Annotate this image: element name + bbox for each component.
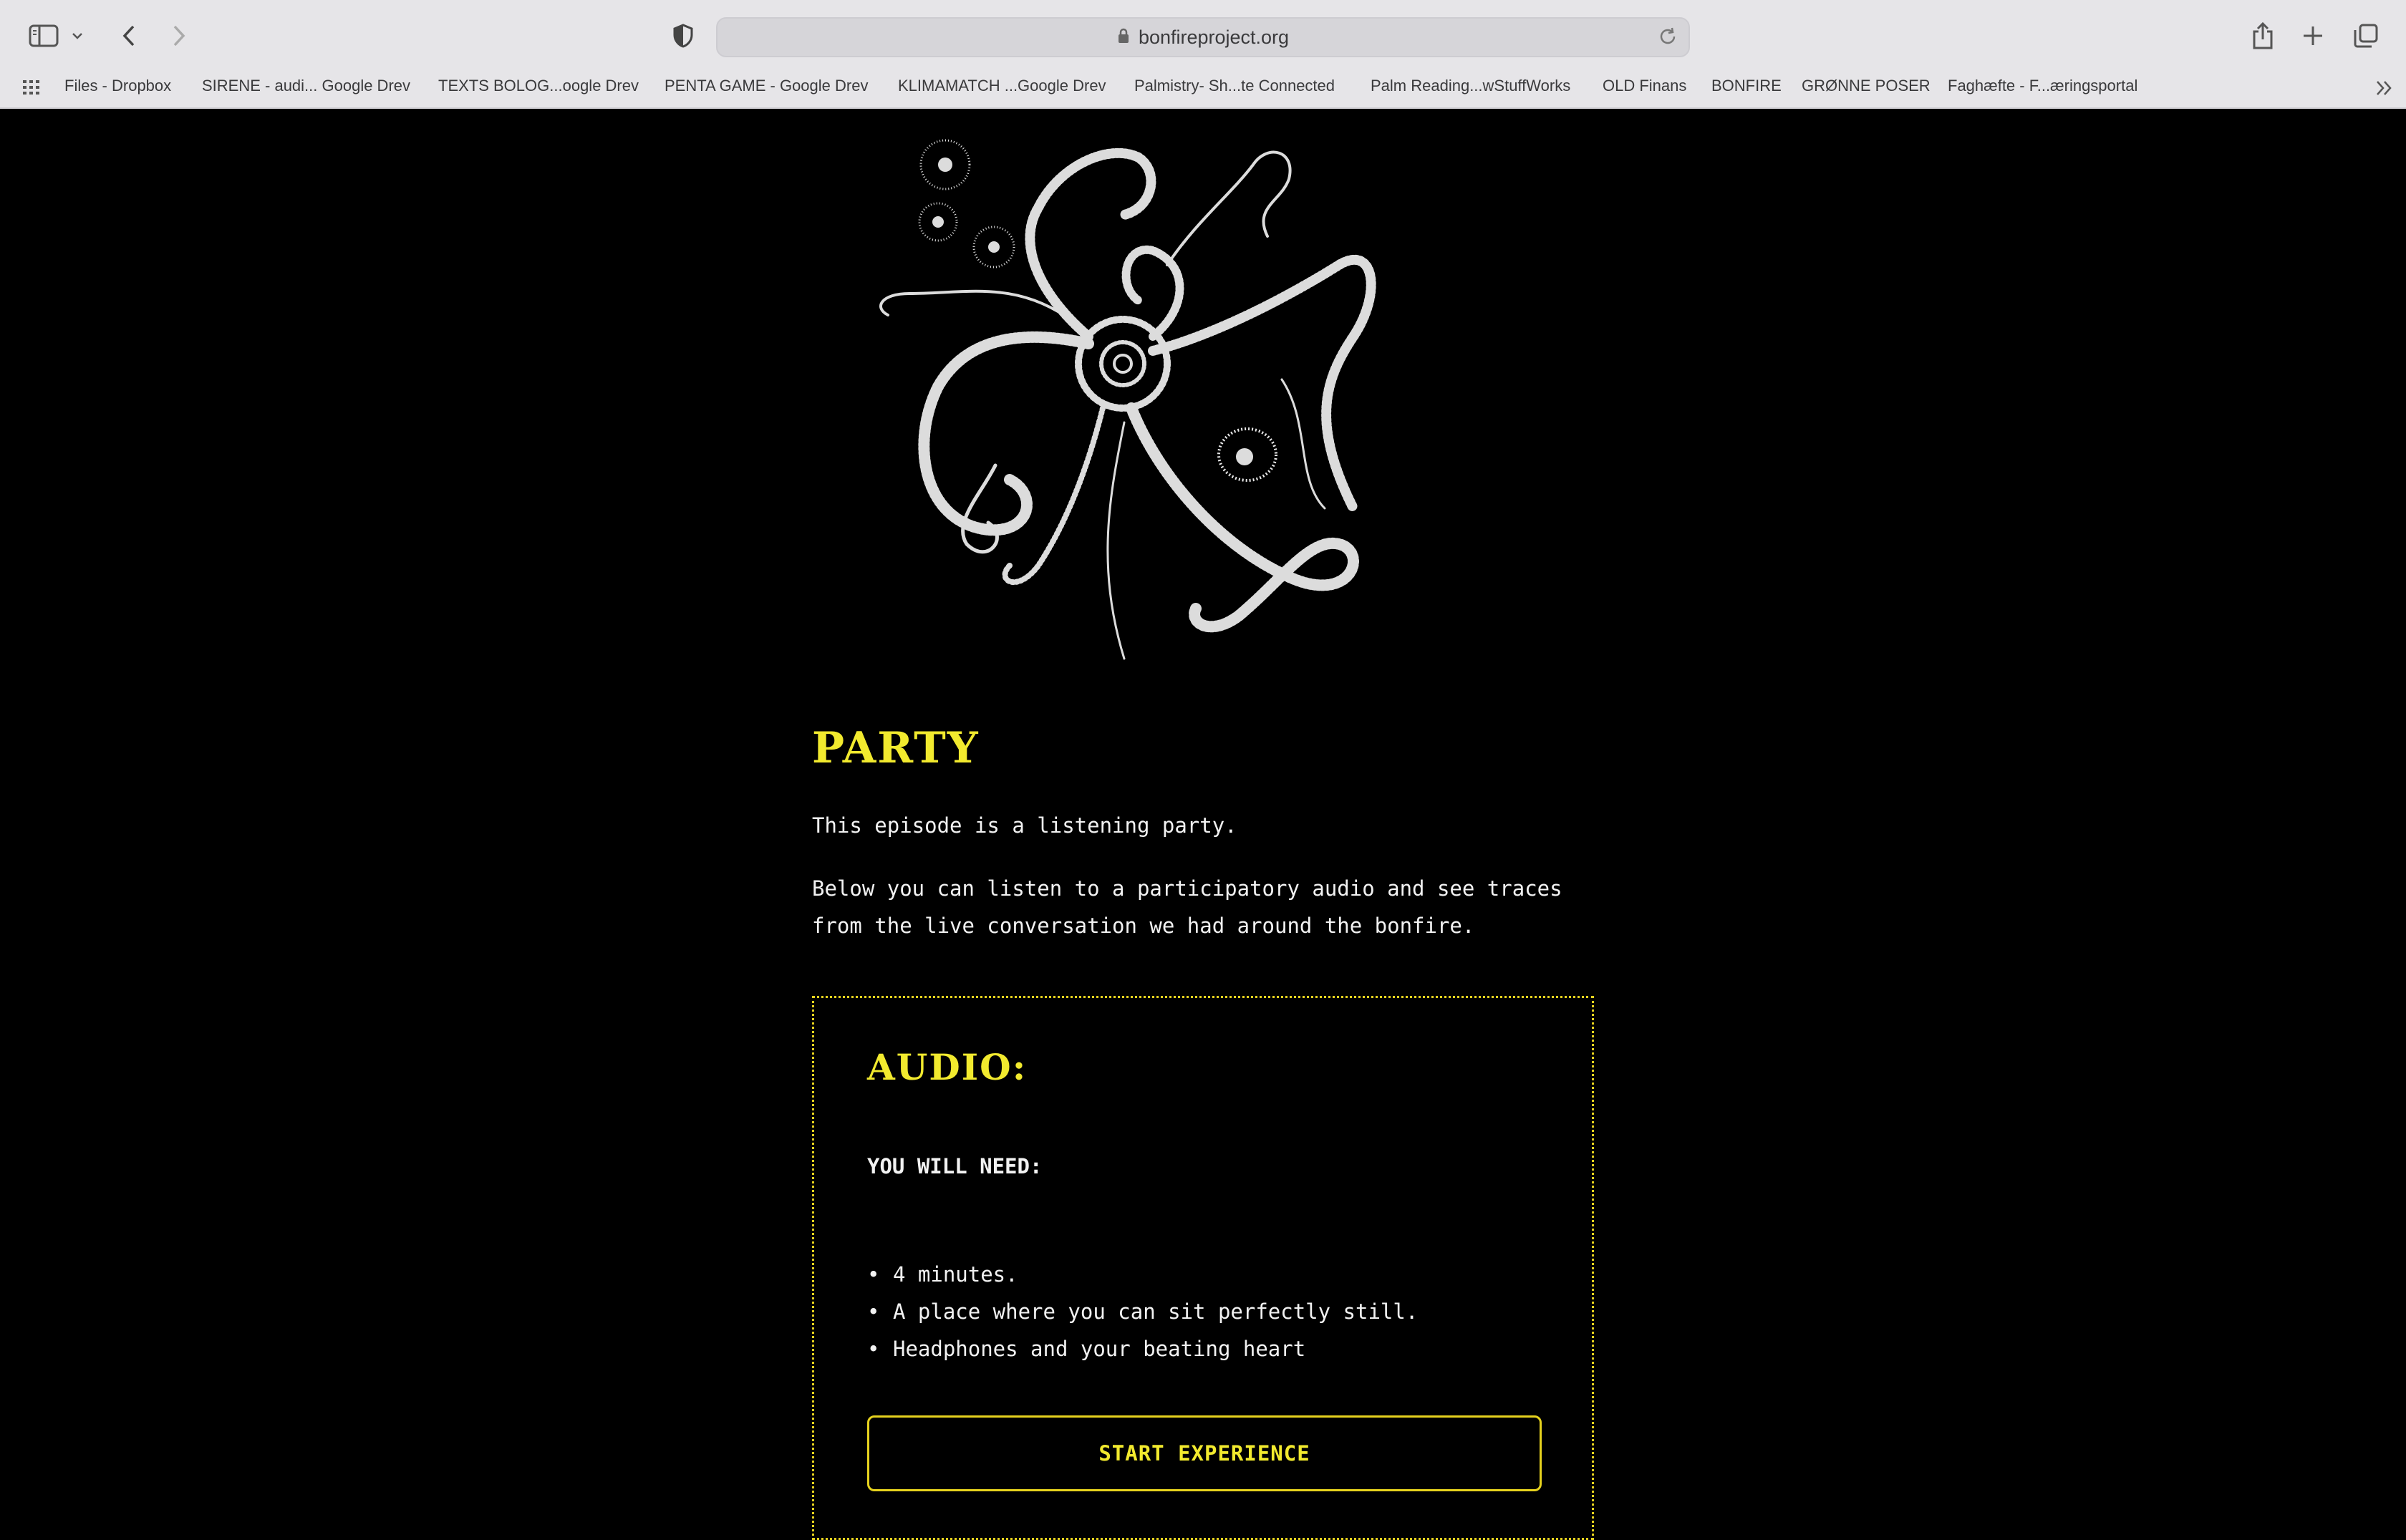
bookmark-item[interactable]: Files - Dropbox <box>64 77 172 95</box>
description-line-1: Below you can listen to a participatory audio and see traces <box>812 876 1562 901</box>
bookmark-item[interactable]: BONFIRE <box>1711 77 1782 95</box>
requirement-text: A place where you can sit perfectly still. <box>893 1299 1419 1324</box>
audio-heading: AUDIO: <box>867 1046 1028 1088</box>
new-tab-icon[interactable] <box>2297 16 2329 56</box>
privacy-shield-icon[interactable] <box>670 16 696 56</box>
forward-icon[interactable] <box>165 16 193 56</box>
address-bar[interactable] <box>716 17 1690 57</box>
hero-illustration <box>852 122 1411 673</box>
need-label: YOU WILL NEED: <box>867 1154 1043 1178</box>
bookmark-item[interactable]: Palm Reading...wStuffWorks <box>1371 77 1571 95</box>
url-text: bonfireproject.org <box>1138 26 1290 48</box>
bookmark-item[interactable]: PENTA GAME - Google Drev <box>665 77 869 95</box>
lock-icon <box>1117 26 1130 49</box>
bookmark-item[interactable]: OLD Finans <box>1603 77 1687 95</box>
start-experience-button[interactable]: START EXPERIENCE <box>867 1415 1542 1491</box>
audio-panel <box>812 996 1594 1540</box>
list-item <box>867 1256 1418 1293</box>
page-title: PARTY <box>812 723 980 773</box>
list-item <box>867 1293 1418 1330</box>
tab-overview-icon[interactable] <box>2350 16 2382 56</box>
bullet: • <box>867 1262 880 1287</box>
bullet: • <box>867 1337 880 1361</box>
apps-grid-icon[interactable] <box>21 77 42 100</box>
bookmark-item[interactable]: Palmistry- Sh...te Connected <box>1134 77 1335 95</box>
list-item <box>867 1330 1418 1367</box>
sidebar-toggle-icon[interactable] <box>26 16 62 56</box>
bullet: • <box>867 1299 880 1324</box>
requirement-text: Headphones and your beating heart <box>893 1337 1306 1361</box>
requirements-list <box>867 1256 1418 1367</box>
more-bookmarks-icon[interactable] <box>2374 79 2395 100</box>
description-line-2: from the live conversation we had around the bonfire. <box>812 914 1475 938</box>
back-icon[interactable] <box>115 16 143 56</box>
intro-text: This episode is a listening party. <box>812 813 1237 838</box>
bookmark-item[interactable]: Faghæfte - F...æringsportal <box>1948 77 2138 95</box>
bookmark-item[interactable]: KLIMAMATCH ...Google Drev <box>898 77 1106 95</box>
share-icon[interactable] <box>2247 16 2279 56</box>
reload-icon[interactable] <box>1657 26 1678 50</box>
bookmark-item[interactable]: TEXTS BOLOG...oogle Drev <box>438 77 639 95</box>
browser-toolbar <box>0 0 2406 70</box>
bookmark-item[interactable]: SIRENE - audi... Google Drev <box>202 77 411 95</box>
requirement-text: 4 minutes. <box>893 1262 1018 1287</box>
bookmark-item[interactable]: GRØNNE POSER <box>1802 77 1931 95</box>
chevron-down-icon[interactable] <box>69 16 86 56</box>
